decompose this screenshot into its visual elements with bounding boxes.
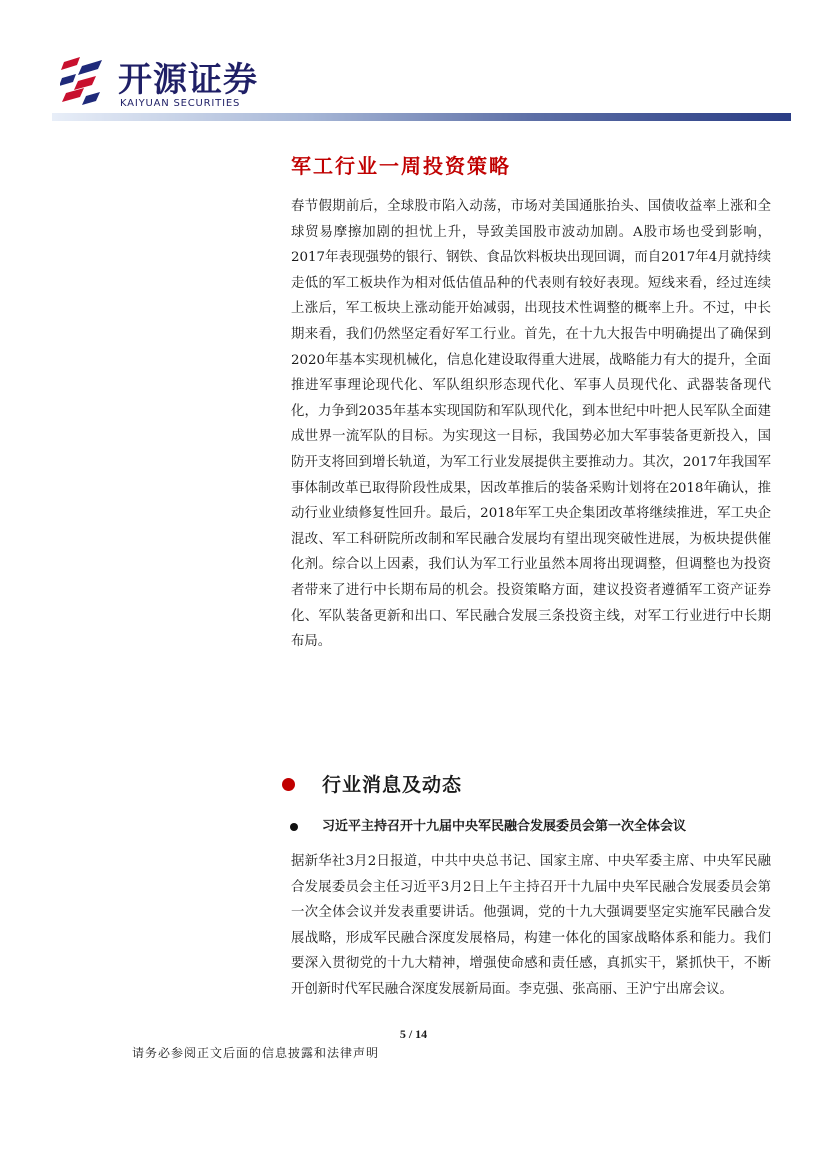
news-item-body: 据新华社3月2日报道，中共中央总书记、国家主席、中央军委主席、中央军民融合发展委员会主任习近平3月2日上午主持召开十九届中央军民融合发展委员会第一次全体会议并发表重要讲话。他强调，党的十九大强调要坚定实施军民融合发展战略，形成军民融合深度发展格局，构建一体化的国家战略体系和能力。我们要深入贯彻党的十九大精神，增强使命感和责任感，真抓实干，紧抓快干，不断开创新时代军民融合深度发展新局面。李克强、张高丽、王沪宁出席会议。	[291, 854, 771, 997]
kaiyuan-logo	[60, 56, 280, 116]
header-divider	[52, 113, 791, 121]
section-title: 军工行业一周投资策略	[291, 154, 511, 178]
news-section-heading-text: 行业消息及动态	[322, 774, 463, 796]
kaiyuan-logo-mark-icon	[60, 56, 110, 112]
heading-bullet-icon	[282, 778, 295, 791]
logo-english-name: KAIYUAN SECURITIES	[120, 98, 241, 109]
page-number: 5 / 14	[399, 1027, 428, 1041]
news-item-title: 习近平主持召开十九届中央军民融合发展委员会第一次全体会议	[322, 819, 687, 834]
logo-chinese-name: 开源证券	[118, 60, 258, 100]
strategy-paragraph: 春节假期前后，全球股市陷入动荡，市场对美国通胀抬头、国债收益率上涨和全球贸易摩擦加剧的担忧上升，导致美国股市波动加剧。A股市场也受到影响，2017年表现强势的银行、钢铁、食品饮料板块出现回调，而自2017年4月就持续走低的军工板块作为相对低估值品种的代表则有较好表现。短线来看，经过连续上涨后，军工板块上涨动能开始减弱，出现技术性调整的概率上升。不过，中长期来看，我们仍然坚定看好军工行业。首先，在十九大报告中明确提出了确保到2020年基本实现机械化，信息化建设取得重大进展，战略能力有大的提升，全面推进军事理论现代化、军队组织形态现代化、军事人员现代化、武器装备现代化，力争到2035年基本实现国防和军队现代化，到本世纪中叶把人民军队全面建成世界一流军队的目标。为实现这一目标，我国势必加大军事装备更新投入，国防开支将回到增长轨道，为军工行业发展提供主要推动力。其次，2017年我国军事体制改革已取得阶段性成果，因改革推后的装备采购计划将在2018年确认，推动行业业绩修复性回升。最后，2018年军工央企集团改革将继续推进，军工央企混改、军工科研院所改制和军民融合发展均有望出现突破性进展，为板块提供催化剂。综合以上因素，我们认为军工行业虽然本周将出现调整，但调整也为投资者带来了进行中长期布局的机会。投资策略方面，建议投资者遵循军工资产证券化、军队装备更新和出口、军民融合发展三条投资主线，对军工行业进行中长期布局。	[291, 199, 771, 650]
footer-disclaimer: 请务必参阅正文后面的信息披露和法律声明	[132, 1046, 380, 1060]
news-item-bullet-icon	[290, 823, 298, 831]
